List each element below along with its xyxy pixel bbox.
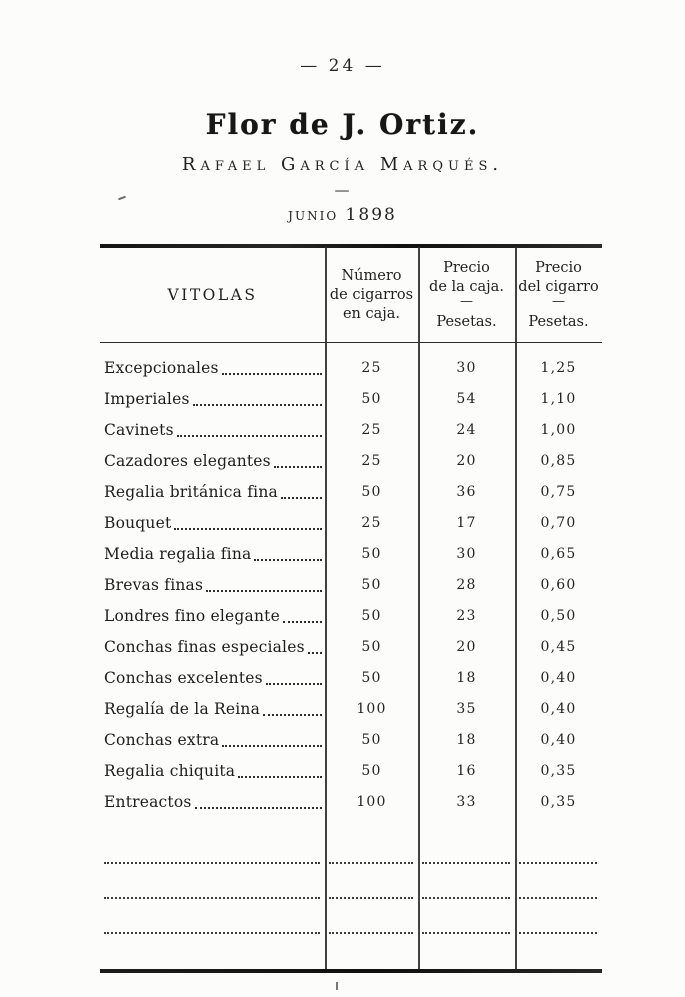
cigars-per-box-value: 50	[361, 670, 382, 686]
header-dash: —	[460, 293, 473, 309]
box-price-value: 17	[456, 515, 477, 531]
cigars-per-box-value: 25	[361, 515, 382, 531]
cigar-price-value: 0,40	[540, 701, 577, 717]
dot-leader	[251, 539, 325, 570]
blank-dotted-cell	[325, 870, 418, 905]
header-line: Precio	[443, 259, 490, 276]
table-row	[100, 353, 602, 384]
cigar-price-value: 0,35	[540, 794, 577, 810]
blank-dotted-cell	[325, 835, 418, 870]
table-row	[100, 570, 602, 601]
issue-date: junio 1898	[288, 205, 397, 225]
header-unit: Pesetas.	[436, 313, 497, 330]
cigar-price-value: 0,40	[540, 670, 577, 686]
vitola-name-cell	[100, 725, 325, 756]
scan-speck	[336, 982, 338, 990]
box-price-value: 36	[456, 484, 477, 500]
vitola-name: Bouquet	[104, 514, 172, 532]
manufacturer-name: Rafael García Marqués.	[181, 154, 504, 175]
cigar-price-value: 1,10	[540, 391, 577, 407]
vitola-name: Regalia británica fina	[104, 483, 278, 501]
vitola-name-cell	[100, 694, 325, 725]
cigars-per-box-value: 50	[361, 484, 382, 500]
blank-dotted-cell	[418, 905, 515, 940]
cigars-per-box-value: 50	[361, 577, 382, 593]
blank-row	[100, 835, 602, 870]
box-price-value: 16	[456, 763, 477, 779]
vitola-name-cell	[100, 663, 325, 694]
vitola-name-cell	[100, 632, 325, 663]
cigar-price-value: 0,70	[540, 515, 577, 531]
cigars-per-box-value: 50	[361, 732, 382, 748]
blank-dotted-cell	[325, 905, 418, 940]
table-row	[100, 632, 602, 663]
table-body	[100, 344, 602, 818]
vitola-name: Regalía de la Reina	[104, 700, 261, 718]
box-price-value: 28	[456, 577, 477, 593]
vitola-name: Media regalia fina	[104, 545, 252, 563]
vitola-name: Regalia chiquita	[104, 762, 236, 780]
header-unit: Pesetas.	[528, 313, 589, 330]
vitola-name-cell	[100, 446, 325, 477]
dot-leader	[192, 787, 325, 818]
table-row	[100, 725, 602, 756]
box-price-value: 30	[456, 546, 477, 562]
header-line: Precio	[535, 259, 582, 276]
blank-rows-section	[100, 835, 602, 940]
section-divider-dash: —	[334, 181, 351, 199]
header-line: de la caja.	[429, 278, 504, 295]
price-table	[100, 244, 602, 973]
vitola-name: Cazadores elegantes	[104, 452, 271, 470]
vitola-name: Londres fino elegante	[104, 607, 280, 625]
cigar-price-value: 1,00	[540, 422, 577, 438]
table-row	[100, 415, 602, 446]
blank-dotted-cell	[100, 905, 325, 940]
blank-row	[100, 870, 602, 905]
cigar-price-value: 1,25	[540, 360, 577, 376]
box-price-value: 54	[456, 391, 477, 407]
header-vitolas: VITOLAS	[167, 285, 258, 304]
dot-leader	[280, 601, 325, 632]
blank-row	[100, 905, 602, 940]
cigar-price-value: 0,35	[540, 763, 577, 779]
blank-dotted-cell	[515, 905, 602, 940]
table-row	[100, 694, 602, 725]
blank-dotted-cell	[100, 870, 325, 905]
header-cigars-per-box	[325, 248, 418, 342]
box-price-value: 20	[456, 639, 477, 655]
vitola-name-cell	[100, 539, 325, 570]
dot-leader	[219, 725, 325, 756]
cigar-price-value: 0,60	[540, 577, 577, 593]
cigars-per-box-value: 25	[361, 453, 382, 469]
cigars-per-box-value: 25	[361, 360, 382, 376]
dot-leader	[263, 663, 325, 694]
cigars-per-box-value: 50	[361, 608, 382, 624]
dot-leader	[203, 570, 325, 601]
blank-dotted-cell	[515, 835, 602, 870]
vitola-name-cell	[100, 570, 325, 601]
blank-dotted-cell	[418, 870, 515, 905]
vitola-name-cell	[100, 508, 325, 539]
blank-dotted-cell	[515, 870, 602, 905]
page-number: — 24 —	[300, 56, 385, 76]
cigars-per-box-value: 50	[361, 639, 382, 655]
dot-leader	[171, 508, 325, 539]
header-cigar-price	[515, 248, 602, 342]
blank-dotted-cell	[100, 835, 325, 870]
cigars-per-box-value: 100	[356, 794, 387, 810]
vitola-name: Conchas extra	[104, 731, 220, 749]
vitola-name: Excepcionales	[104, 359, 219, 377]
box-price-value: 18	[456, 670, 477, 686]
dot-leader	[235, 756, 325, 787]
cigar-price-value: 0,50	[540, 608, 577, 624]
dot-leader	[305, 632, 325, 663]
box-price-value: 18	[456, 732, 477, 748]
table-row	[100, 601, 602, 632]
table-row	[100, 446, 602, 477]
box-price-value: 23	[456, 608, 477, 624]
cigars-per-box-value: 100	[356, 701, 387, 717]
vitola-name-cell	[100, 787, 325, 818]
vitola-name-cell	[100, 353, 325, 384]
cigars-per-box-value: 50	[361, 546, 382, 562]
brand-title: Flor de J. Ortiz.	[205, 108, 480, 141]
header-box-price	[418, 248, 515, 342]
header-line: del cigarro	[518, 278, 599, 295]
vitola-name: Entreactos	[104, 793, 192, 811]
table-row	[100, 477, 602, 508]
table-header-row	[100, 248, 602, 343]
dot-leader	[271, 446, 325, 477]
box-price-value: 35	[456, 701, 477, 717]
vitola-name: Imperiales	[104, 390, 190, 408]
header-line: Número	[341, 267, 402, 284]
dot-leader	[219, 353, 325, 384]
vitola-name-cell	[100, 477, 325, 508]
table-bottom-rule	[100, 969, 602, 973]
cigars-per-box-value: 50	[361, 391, 382, 407]
table-row	[100, 508, 602, 539]
header-line: en caja.	[342, 305, 401, 322]
table-row	[100, 787, 602, 818]
box-price-value: 24	[456, 422, 477, 438]
box-price-value: 33	[456, 794, 477, 810]
header-line: de cigarros	[329, 286, 414, 303]
cigar-price-value: 0,75	[540, 484, 577, 500]
vitola-name: Brevas finas	[104, 576, 204, 594]
table-row	[100, 756, 602, 787]
vitola-name: Cavinets	[104, 421, 174, 439]
vitola-name: Conchas excelentes	[104, 669, 263, 687]
dot-leader	[260, 694, 325, 725]
table-row	[100, 384, 602, 415]
vitola-name-cell	[100, 601, 325, 632]
blank-dotted-cell	[418, 835, 515, 870]
table-row	[100, 539, 602, 570]
dot-leader	[174, 415, 325, 446]
vitola-name-cell	[100, 384, 325, 415]
cigar-price-value: 0,85	[540, 453, 577, 469]
dot-leader	[278, 477, 325, 508]
box-price-value: 20	[456, 453, 477, 469]
cigars-per-box-value: 25	[361, 422, 382, 438]
table-row	[100, 663, 602, 694]
vitola-name-cell	[100, 756, 325, 787]
dot-leader	[190, 384, 325, 415]
vitola-name: Conchas finas especiales	[104, 638, 305, 656]
vitola-name-cell	[100, 415, 325, 446]
box-price-value: 30	[456, 360, 477, 376]
cigar-price-value: 0,40	[540, 732, 577, 748]
header-dash: —	[552, 293, 565, 309]
cigar-price-value: 0,65	[540, 546, 577, 562]
cigars-per-box-value: 50	[361, 763, 382, 779]
cigar-price-value: 0,45	[540, 639, 577, 655]
